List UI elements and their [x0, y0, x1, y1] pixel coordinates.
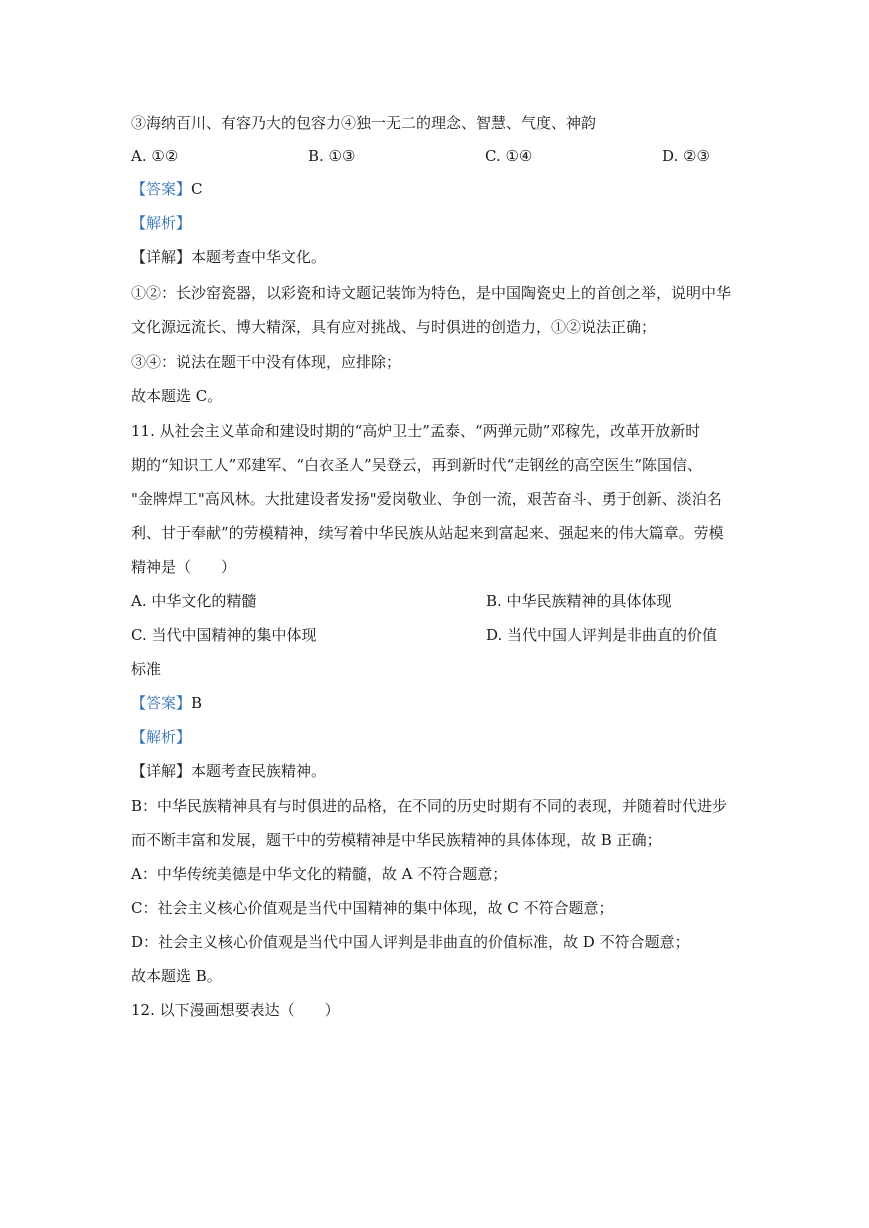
q11-analysis-tag: 【解析】: [131, 728, 192, 746]
q10-option-a: A. ①②: [131, 147, 179, 165]
answer-value: C: [191, 180, 203, 198]
q11-stem-line-2: 期的“知识工人”邓建军、“白衣圣人”吴登云，再到新时代“走钢丝的高空医生”陈国信、: [131, 456, 703, 474]
q11-conclusion: 故本题选 B。: [131, 967, 222, 985]
q11-stem-line-1: 11. 从社会主义革命和建设时期的“高炉卫士”孟泰、“两弹元勋”邓稼先，改革开放新时: [131, 422, 701, 440]
q10-explanation-2: ③④：说法在题干中没有体现，应排除；: [131, 353, 402, 371]
q11-option-a: A. 中华文化的精髓: [131, 592, 257, 610]
q11-explanation-b-line-1: B：中华民族精神具有与时俱进的品格，在不同的历史时期有不同的表现，并随着时代进步: [131, 797, 728, 815]
q10-conclusion: 故本题选 C。: [131, 387, 223, 405]
q10-explanation-line-1: ①②：长沙窑瓷器，以彩瓷和诗文题记装饰为特色，是中国陶瓷史上的首创之举，说明中华: [131, 284, 732, 302]
q10-answer: [131, 178, 203, 200]
q11-option-d-continued: 标准: [131, 660, 162, 678]
q11-stem-line-3: "金牌焊工"高风林。大批建设者发扬"爱岗敬业、争创一流，艰苦奋斗、勇于创新、淡泊名: [131, 490, 722, 508]
answer-tag: 【答案】: [131, 180, 192, 198]
q11-explanation-d: D：社会主义核心价值观是当代中国人评判是非曲直的价值标准，故 D 不符合题意；: [131, 933, 690, 951]
q11-option-b: B. 中华民族精神的具体体现: [486, 592, 672, 610]
q10-option-d: D. ②③: [662, 147, 710, 165]
q10-option-c: C. ①④: [485, 147, 533, 165]
q10-detail: 【详解】本题考查中华文化。: [131, 248, 327, 266]
q11-explanation-a: A：中华传统美德是中华文化的精髓，故 A 不符合题意；: [131, 865, 508, 883]
q11-stem-line-4: 利、甘于奉献”的劳模精神，续写着中华民族从站起来到富起来、强起来的伟大篇章。劳模: [131, 524, 724, 542]
q10-stem-tail: ③海纳百川、有容乃大的包容力④独一无二的理念、智慧、气度、神韵: [131, 114, 597, 132]
q12-stem: 12. 以下漫画想要表达（ ）: [131, 1001, 340, 1019]
q11-stem-line-5: 精神是（ ）: [131, 558, 237, 576]
q10-option-b: B. ①③: [308, 147, 356, 165]
q11-option-c: C. 当代中国精神的集中体现: [131, 626, 317, 644]
answer-tag: 【答案】: [131, 694, 192, 712]
q11-explanation-b-line-2: 而不断丰富和发展，题干中的劳模精神是中华民族精神的具体体现，故 B 正确；: [131, 831, 662, 849]
q11-option-d: D. 当代中国人评判是非曲直的价值: [486, 626, 718, 644]
answer-value: B: [191, 694, 203, 712]
q10-explanation-line-2: 文化源远流长、博大精深，具有应对挑战、与时俱进的创造力，①②说法正确；: [131, 318, 657, 336]
q11-answer: [131, 692, 202, 714]
q11-detail: 【详解】本题考查民族精神。: [131, 762, 327, 780]
q11-explanation-c: C：社会主义核心价值观是当代中国精神的集中体现，故 C 不符合题意；: [131, 899, 614, 917]
q10-analysis-tag: 【解析】: [131, 214, 192, 232]
